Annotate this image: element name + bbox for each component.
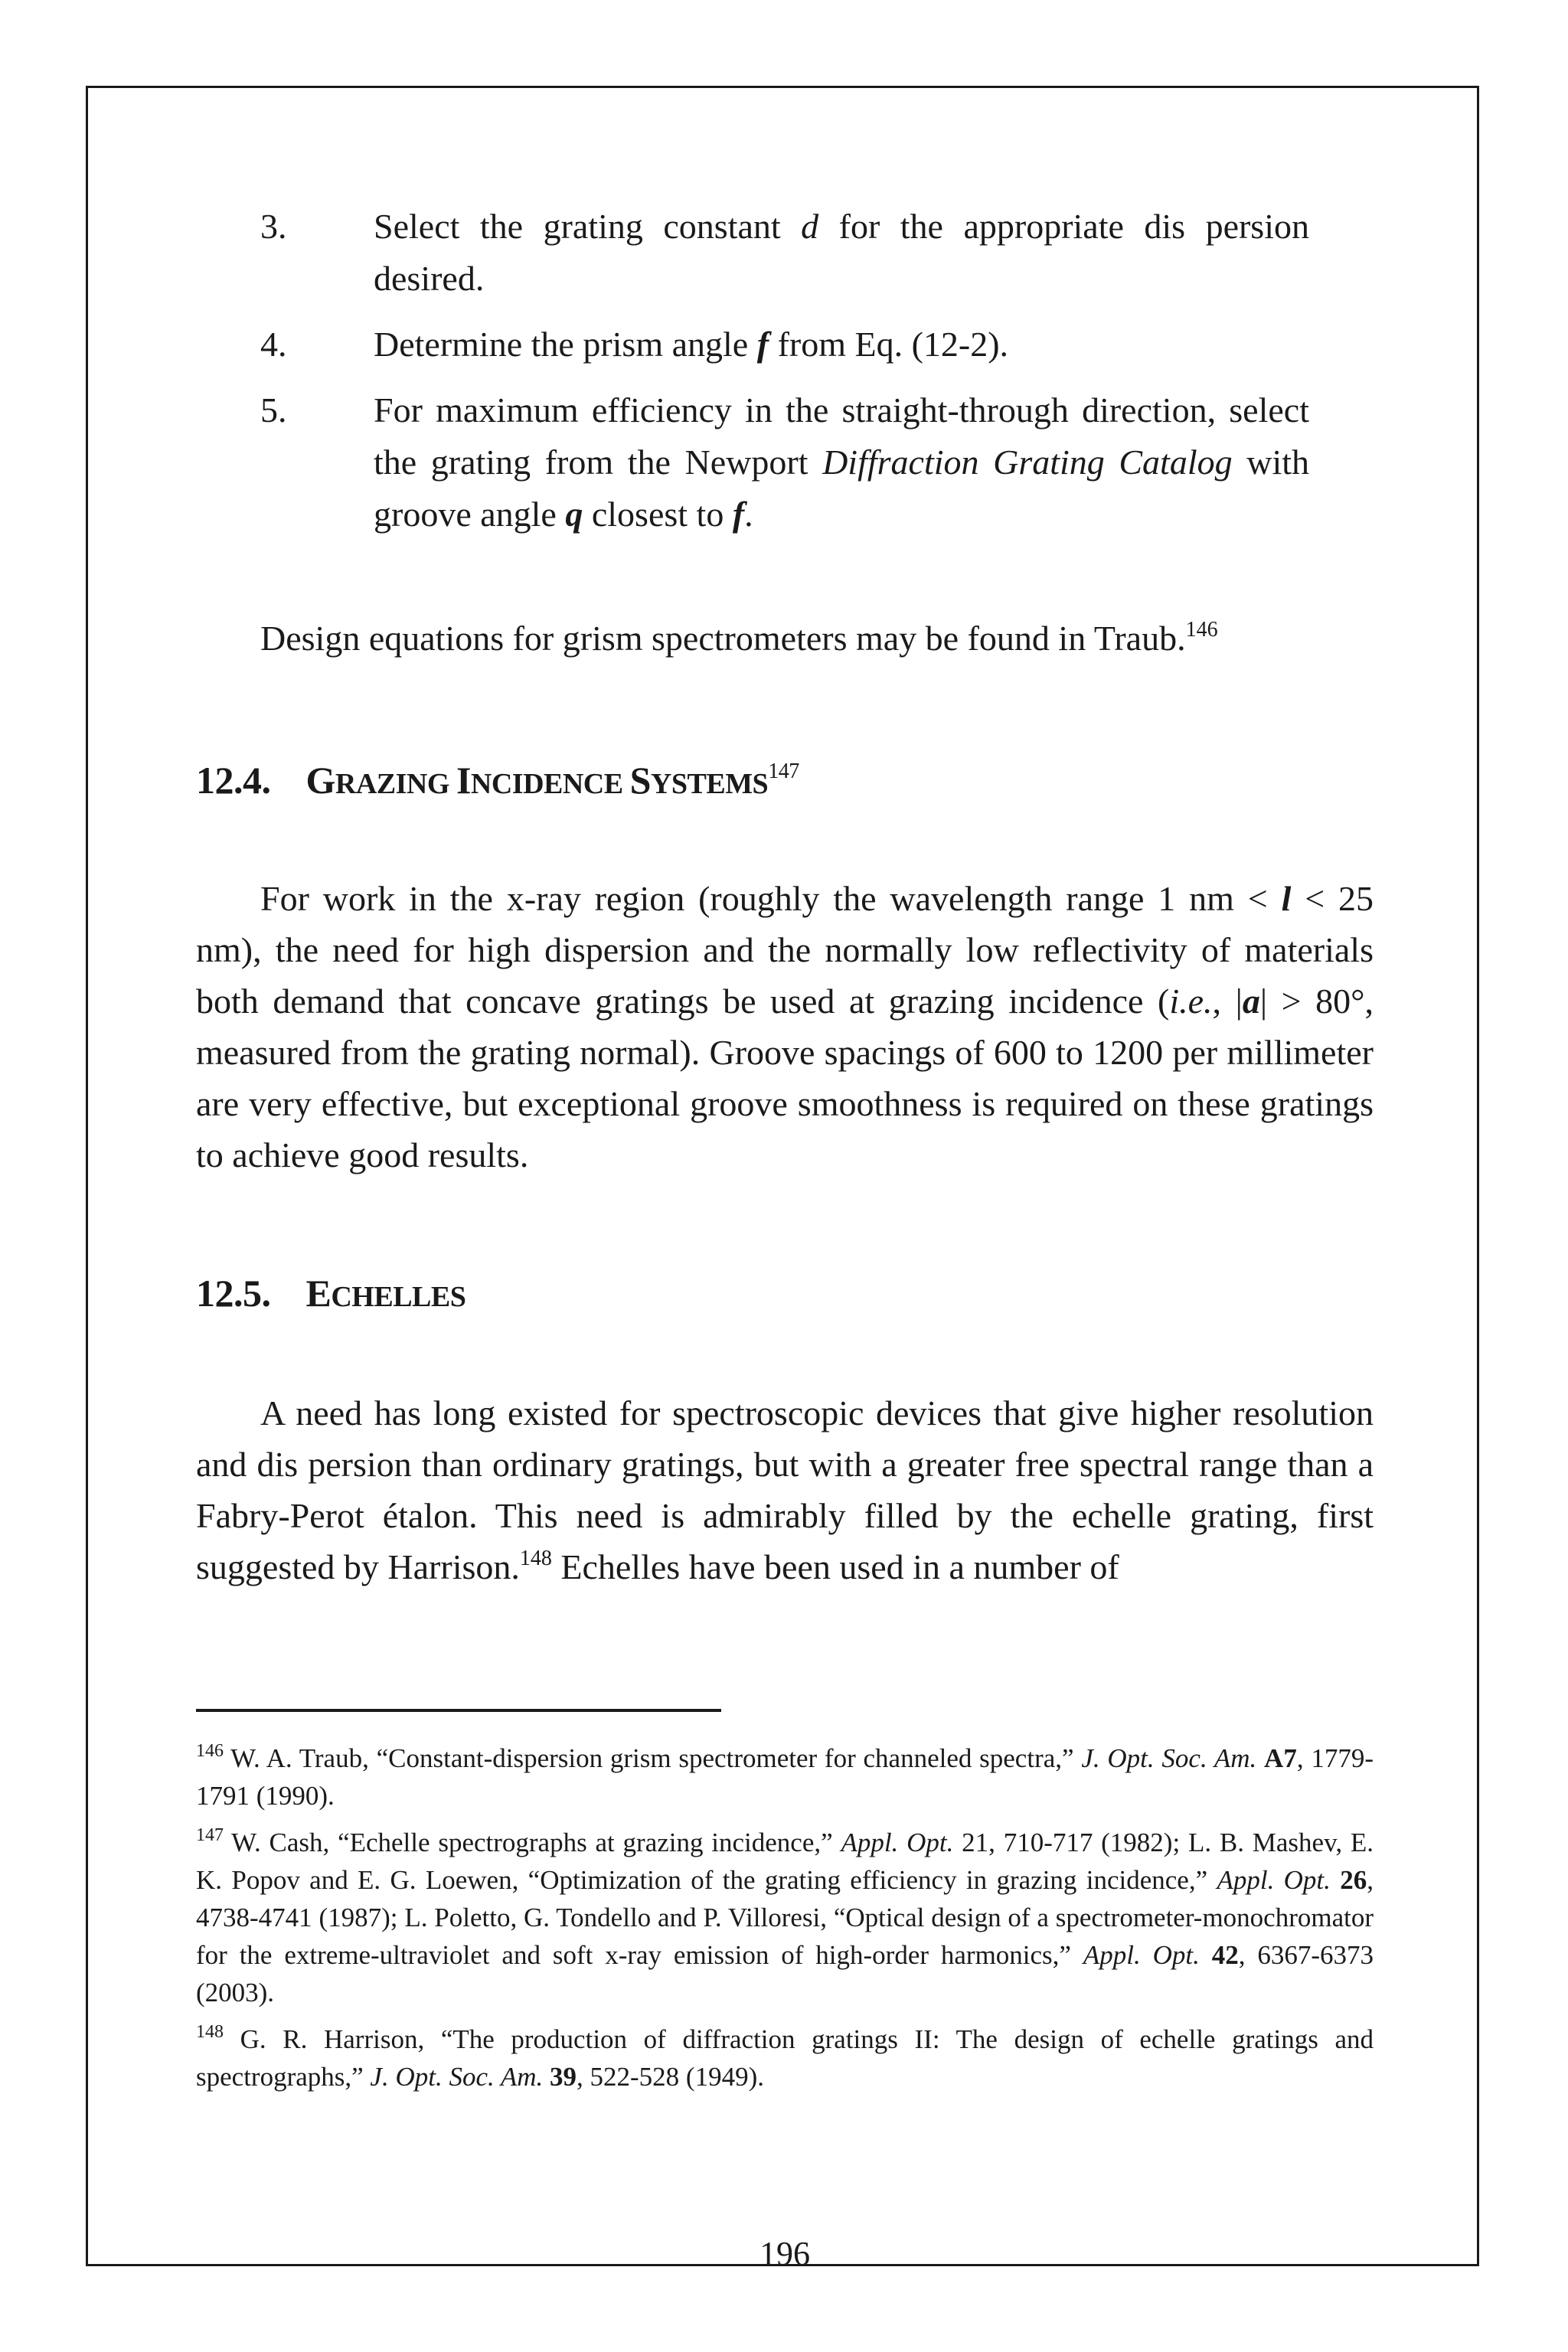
list-item (260, 384, 1309, 541)
list-text: Select the grating constant d for the appropriate dis persion desired. (374, 207, 1309, 298)
list-number: 4. (260, 325, 287, 364)
paragraph-grism: Design equations for grism spectrometers may be found in Traub.$^{146}$ (260, 618, 1218, 658)
footnote-146: $^{146}$ W. A. Traub, “Constant-dispersion grism spectrometer for channeled spectra,” J. Opt. Soc. Am. A7, 1779-1791 (1990). (196, 1741, 1374, 1811)
list-item (260, 318, 1309, 371)
list-item (260, 201, 1309, 305)
numbered-list (260, 201, 1309, 554)
section-heading-12-4: 12.4. GRAZING INCIDENCE SYSTEMS$^{147}$ (196, 759, 799, 802)
page-number: 196 (760, 2235, 810, 2272)
list-text: Determine the prism angle f from Eq. (12-2). (374, 325, 1009, 364)
document-page (196, 0, 1374, 2352)
footnote-ref: 146 (1185, 618, 1218, 642)
section-heading-12-5: 12.5. ECHELLES (196, 1272, 466, 1315)
paragraph-grazing-incidence: For work in the x-ray region (roughly the wavelength range 1 nm < l < 25 nm), the need for high dispersion and the normally low reflectivity of materials both demand that concave gratings be used at grazing incidence (i.e., |a| > 80°, measured from the grating normal). Groove spacings of 600 to 1200 per millimeter are very effective, but exceptional groove smoothness is required on these gratings to achieve good results. (196, 879, 1374, 1174)
footnote-ref: 147 (768, 760, 799, 783)
list-number: 5. (260, 390, 287, 430)
footnotes (196, 1740, 1374, 2105)
footnote-147: $^{147}$ W. Cash, “Echelle spectrographs at grazing incidence,” Appl. Opt. 21, 710-717 (1982); L. B. Mashev, E. K. Popov and E. G. Loewen, “Optimization of the grating efficiency in grazing incidence,” Appl. Opt. 26, 4738-4741 (1987); L. Poletto, G. Tondello and P. Villoresi, “Optical design of a spectrometer-monochromator for the extreme-ultraviolet and soft x-ray emission of high-order harmonics,” Appl. Opt. 42, 6367-6373 (2003). (196, 1825, 1374, 2007)
footnote-ref: 148 (519, 1547, 552, 1570)
paragraph-echelles: A need has long existed for spectroscopic devices that give higher resolution and dis persion than ordinary gratings, but with a greater free spectral range than a Fabry-Perot étalon. This need is admirably filled by the echelle grating, first suggested by Harrison.$^{148}$ Echelles have been used in a number of (196, 1393, 1374, 1586)
footnote-148: $^{148}$ G. R. Harrison, “The production of diffraction gratings II: The design of echelle gratings and spectrographs,” J. Opt. Soc. Am. 39, 522-528 (1949). (196, 2022, 1374, 2092)
list-text: For maximum efficiency in the straight-through direction, select the grating from the Newport Diffraction Grating Catalog with groove angle q closest to f. (374, 390, 1310, 534)
footnote-rule (196, 1709, 721, 1712)
list-number: 3. (260, 207, 287, 246)
